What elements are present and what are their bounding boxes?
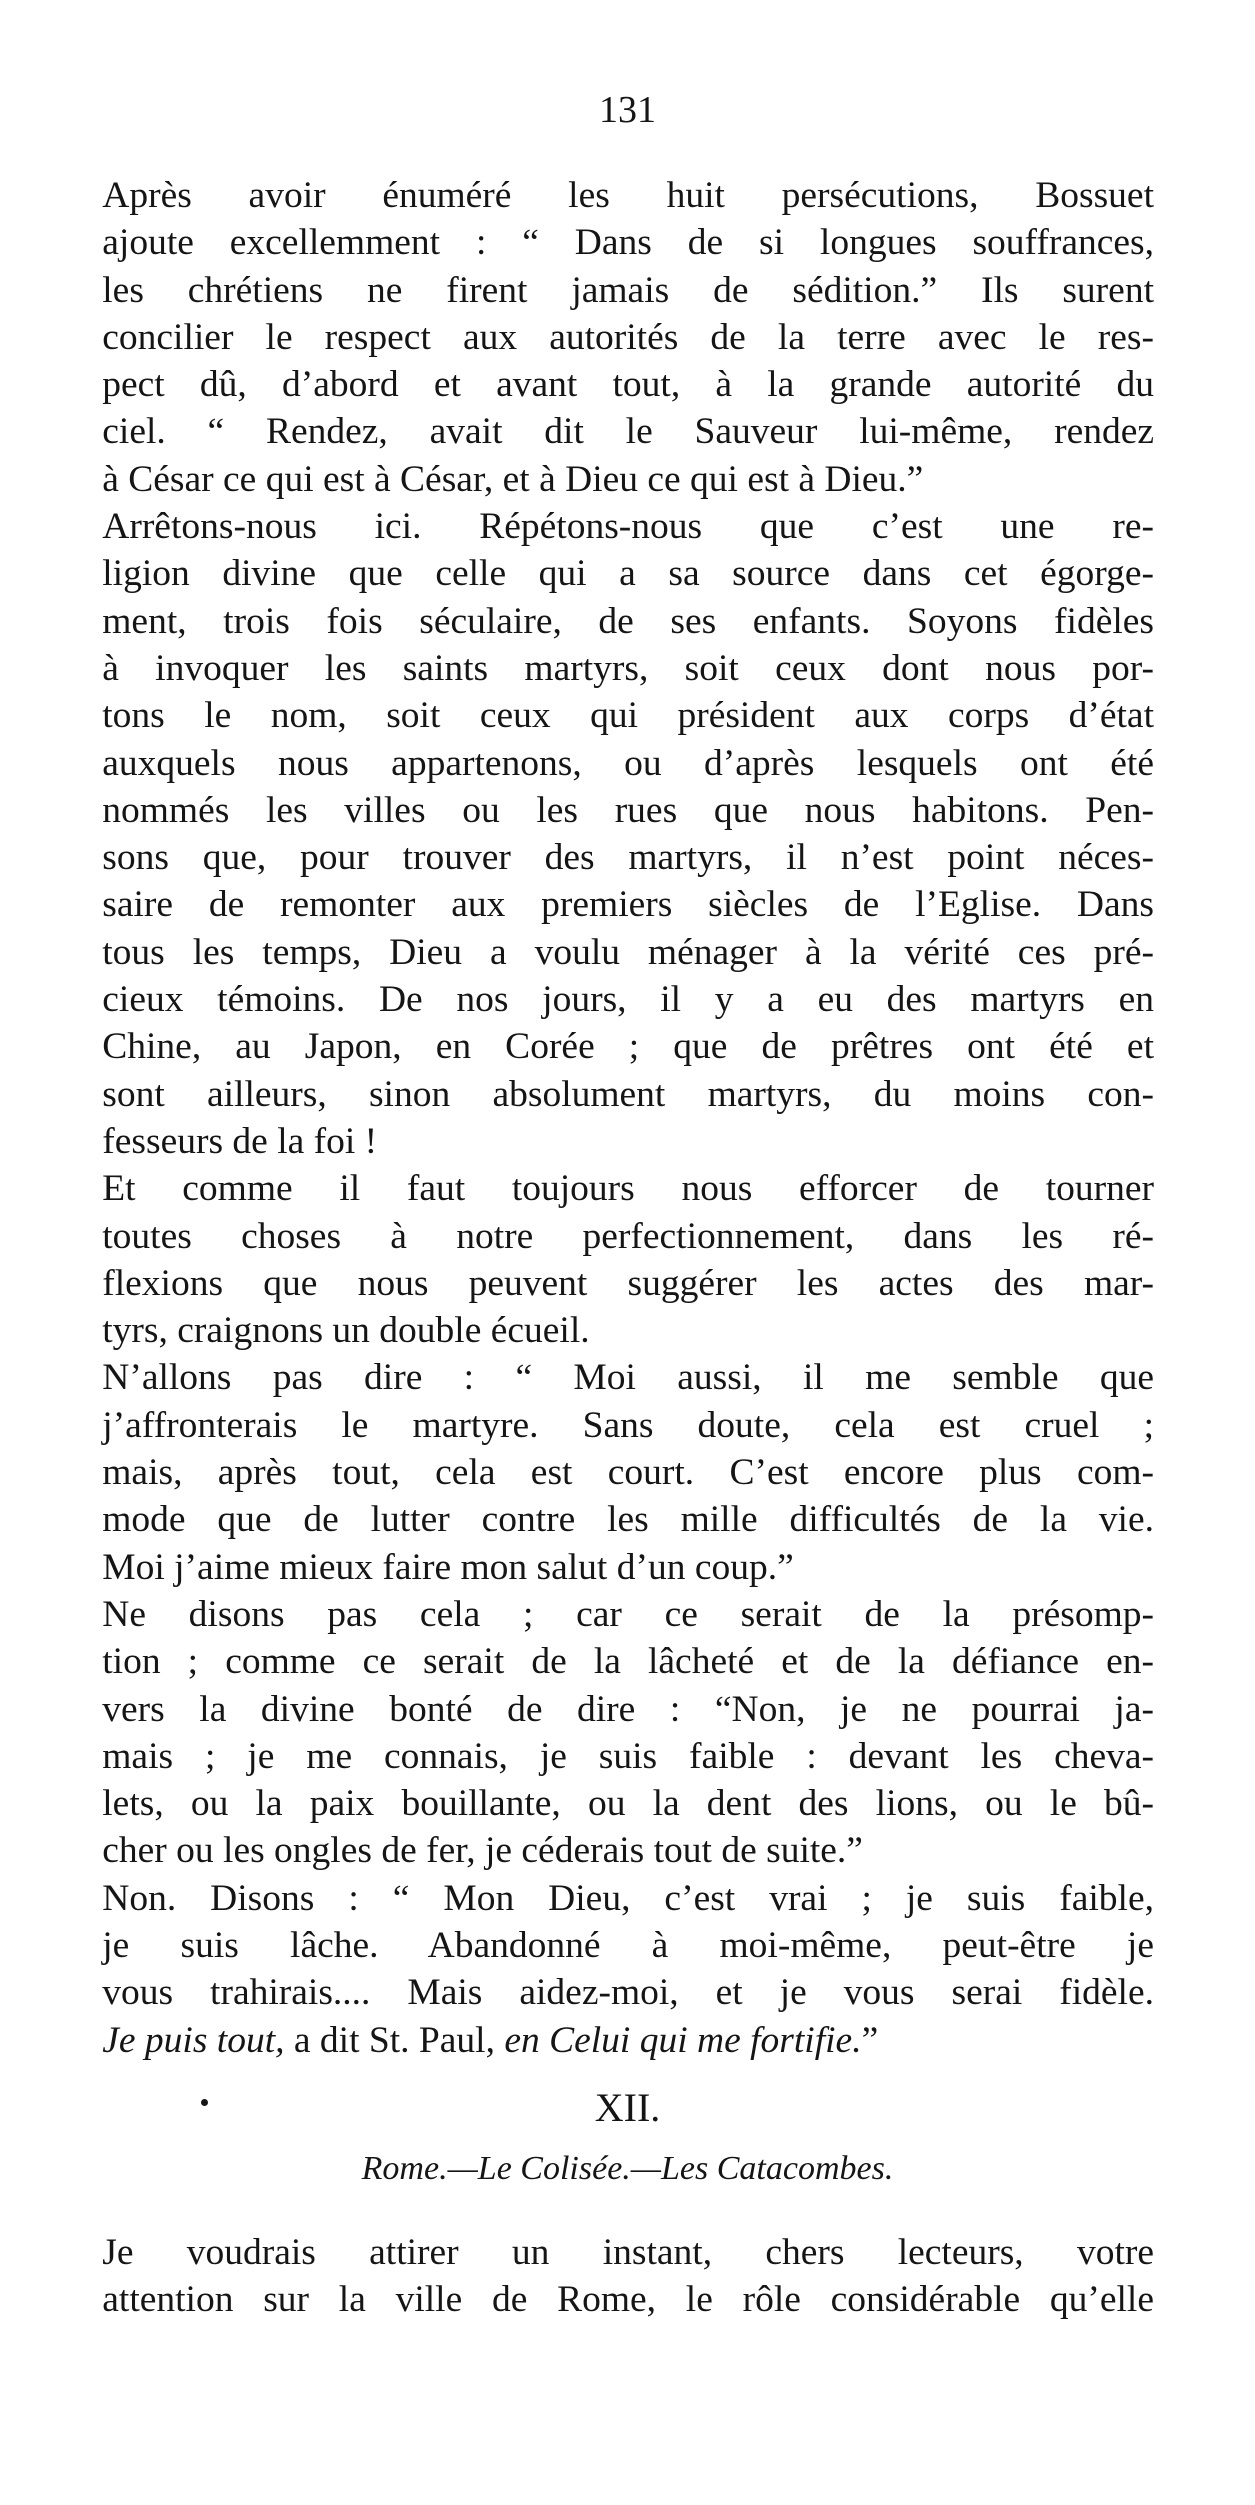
quotation-italic: Je puis tout,: [102, 2019, 285, 2061]
text-line: Je voudrais attirer un instant, chers lecteurs, votre: [102, 2232, 1154, 2273]
text-line: flexions que nous peuvent suggérer les actes des mar-: [102, 1262, 1154, 1304]
paragraph-1: [34, 172, 1154, 503]
text-line: mais ; je me connais, je suis faible : devant les cheva-: [102, 1735, 1154, 1777]
text-line: saire de remonter aux premiers siècles de l’Eglise. Dans: [102, 884, 1154, 926]
text-line: pect dû, d’abord et avant tout, à la grande autorité du: [102, 364, 1154, 406]
text-line: Arrêtons-nous ici. Répétons-nous que c’est une re-: [102, 506, 1154, 548]
text-line: mode que de lutter contre les mille difficultés de la vie.: [102, 1499, 1154, 1541]
text-line: [34, 2017, 1154, 2064]
text-line: à invoquer les saints martyrs, soit ceux dont nous por-: [102, 647, 1154, 689]
text-line: tons le nom, soit ceux qui président aux corps d’état: [102, 695, 1154, 737]
text-line: à César ce qui est à César, et à Dieu ce qui est à Dieu.”: [102, 458, 924, 500]
text-line: sons que, pour trouver des martyrs, il n’est point néces-: [102, 837, 1154, 879]
text-line: Ne disons pas cela ; car ce serait de la présomp-: [102, 1593, 1154, 1635]
text-line: vers la divine bonté de dire : “Non, je ne pourrai ja-: [102, 1688, 1154, 1730]
text-line: toutes choses à notre perfectionnement, dans les ré-: [102, 1215, 1154, 1257]
text-line: fesseurs de la foi !: [102, 1120, 378, 1162]
text-line: Chine, au Japon, en Corée ; que de prêtres ont été et: [102, 1026, 1154, 1068]
closing-text: [34, 2229, 1154, 2324]
paragraph-7: [34, 2229, 1154, 2324]
text-line: je suis lâche. Abandonné à moi-même, peut-être je: [102, 1924, 1154, 1966]
text-line: vous trahirais.... Mais aidez-moi, et je vous serai fidèle.: [102, 1972, 1154, 2014]
text-line: ajoute excellemment : “ Dans de si longues souffrances,: [102, 222, 1154, 264]
text-line: Non. Disons : “ Mon Dieu, c’est vrai ; je suis faible,: [102, 1877, 1154, 1919]
text-line: ment, trois fois séculaire, de ses enfants. Soyons fidèles: [102, 600, 1154, 642]
text-line: lets, ou la paix bouillante, ou la dent des lions, ou le bû-: [102, 1783, 1154, 1825]
paragraph-3: [34, 1165, 1154, 1354]
page-number: 131: [599, 89, 656, 131]
text-line: tous les temps, Dieu a voulu ménager à la vérité ces pré-: [102, 931, 1154, 973]
quotation-italic: en Celui qui me fortifie.: [504, 2019, 862, 2061]
text-line: Et comme il faut toujours nous efforcer de tourner: [102, 1168, 1154, 1210]
text-line: tyrs, craignons un double écueil.: [102, 1310, 590, 1352]
text-line: ligion divine que celle qui a sa source dans cet égorge-: [102, 553, 1154, 595]
text-line: Moi j’aime mieux faire mon salut d’un coup.”: [102, 1546, 794, 1588]
text-line: les chrétiens ne firent jamais de sédition.” Ils surent: [102, 269, 1154, 311]
text-line: mais, après tout, cela est court. C’est encore plus com-: [102, 1452, 1154, 1494]
paragraph-4: [34, 1354, 1154, 1590]
section-number: XII.: [594, 2085, 661, 2130]
paragraph-5: [34, 1591, 1154, 1875]
section-subtitle: Rome.—Le Colisée.—Les Catacombes.: [361, 2150, 894, 2187]
text-line: nommés les villes ou les rues que nous habitons. Pen-: [102, 789, 1154, 831]
paragraph-2: [34, 503, 1154, 1165]
paragraph-6: [34, 1875, 1154, 2064]
text-line: tion ; comme ce serait de la lâcheté et de la défiance en-: [102, 1641, 1154, 1683]
body-text: [34, 172, 1154, 2064]
text-line: N’allons pas dire : “ Moi aussi, il me semble que: [102, 1357, 1154, 1399]
text-line: auxquels nous appartenons, ou d’après lesquels ont été: [102, 742, 1154, 784]
text-line: sont ailleurs, sinon absolument martyrs, du moins con-: [102, 1073, 1154, 1115]
text-line: cher ou les ongles de fer, je céderais tout de suite.”: [102, 1830, 863, 1872]
text-line: Après avoir énuméré les huit persécutions, Bossuet: [102, 175, 1154, 216]
text-line: j’affronterais le martyre. Sans doute, cela est cruel ;: [102, 1404, 1154, 1446]
text-line: ciel. “ Rendez, avait dit le Sauveur lui-même, rendez: [102, 411, 1154, 453]
closing-quote: ”: [861, 2019, 879, 2061]
attribution-text: a dit St. Paul,: [284, 2019, 505, 2061]
text-line: cieux témoins. De nos jours, il y a eu des martyrs en: [102, 979, 1154, 1021]
text-line: attention sur la ville de Rome, le rôle considérable qu’elle: [102, 2279, 1154, 2321]
text-line: concilier le respect aux autorités de la terre avec le res-: [102, 316, 1154, 358]
